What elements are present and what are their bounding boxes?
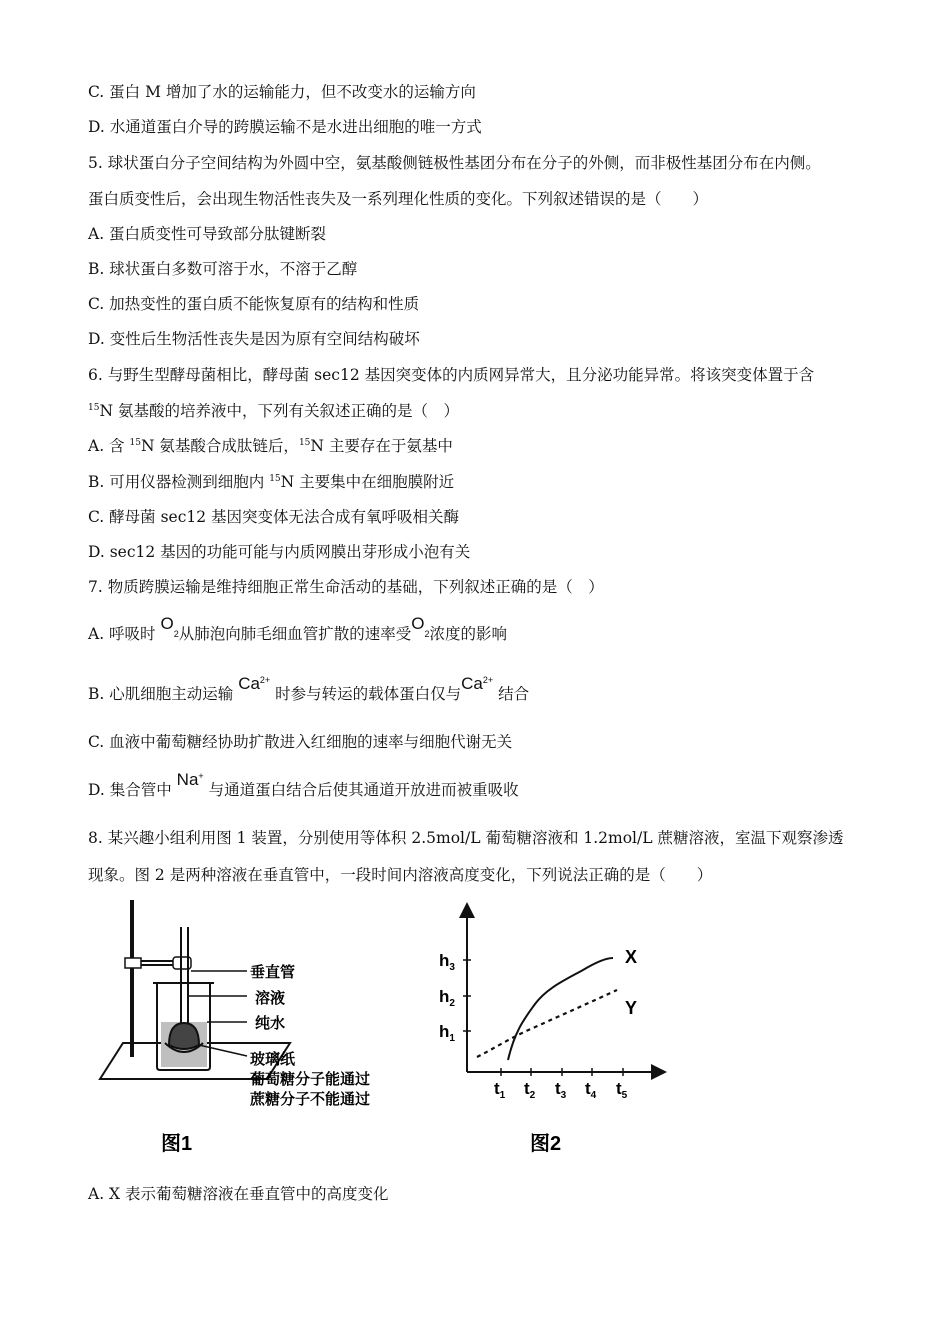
clamp (125, 958, 141, 968)
series-y-label: Y (625, 998, 638, 1018)
q6-option-b: B. 可用仪器检测到细胞内 $^{15}$N 主要集中在细胞膜附近 (88, 473, 455, 491)
x-tick-label: $t_2$ (524, 1079, 536, 1101)
o2-formula: O2 (160, 614, 179, 639)
series-y-curve (477, 990, 617, 1057)
q7-stem: 7. 物质跨膜运输是维持细胞正常生命活动的基础，下列叙述正确的是（ ） (88, 578, 604, 596)
q6-stem-line-2: $^{15}$N 氨基酸的培养液中，下列有关叙述正确的是（ ） (88, 402, 459, 420)
q5-option-d: D. 变性后生物活性丧失是因为原有空间结构破坏 (88, 330, 420, 348)
q4-option-d: D. 水通道蛋白介导的跨膜运输不是水进出细胞的唯一方式 (88, 118, 482, 136)
q8-option-a: A. X 表示葡萄糖溶液在垂直管中的高度变化 (88, 1185, 389, 1203)
calcium-ion-formula: $Ca^{2+}$ (238, 674, 271, 693)
q5-stem-line-2: 蛋白质变性后，会出现生物活性丧失及一系列理化性质的变化。下列叙述错误的是（ ） (88, 190, 709, 208)
funnel-solution (169, 1023, 199, 1049)
label-pure-water: 纯水 (255, 1014, 286, 1032)
q6-option-a: A. 含 $^{15}$N 氨基酸合成肽链后，$^{15}$N 主要存在于氨基中 (88, 437, 453, 455)
y-tick-label: $h_1$ (439, 1022, 455, 1044)
series-x-label: X (625, 947, 638, 967)
o2-formula: O2 (411, 614, 430, 639)
figure-2-chart (435, 900, 675, 1162)
x-tick-label: $t_3$ (555, 1079, 567, 1101)
y-tick-label: $h_2$ (439, 987, 455, 1009)
figure-1-apparatus (95, 895, 425, 1165)
y-tick-label: $h_3$ (439, 951, 455, 973)
q7-option-a: A. 呼吸时 O2从肺泡向肺毛细血管扩散的速率受O2浓度的影响 (88, 624, 507, 646)
q5-option-b: B. 球状蛋白多数可溶于水，不溶于乙醇 (88, 260, 358, 278)
q8-stem-line-2: 现象。图 2 是两种溶液在垂直管中，一段时间内溶液高度变化，下列说法正确的是（ ） (88, 866, 713, 884)
label-sucrose-blocked: 蔗糖分子不能通过 (250, 1090, 371, 1108)
label-vertical-tube: 垂直管 (250, 963, 296, 981)
label-glucose-passes: 葡萄糖分子能通过 (250, 1070, 371, 1088)
sodium-ion-formula: Na+ (176, 770, 204, 789)
figure-2-caption: 图2 (530, 1133, 562, 1155)
x-tick-label: $t_1$ (494, 1079, 506, 1101)
x-tick-label: $t_4$ (585, 1079, 597, 1101)
label-solution: 溶液 (255, 989, 286, 1007)
q7-option-d: D. 集合管中 Na+ 与通道蛋白结合后使其通道开放进而被重吸收 (88, 780, 519, 802)
q6-option-d: D. sec12 基因的功能可能与内质网膜出芽形成小泡有关 (88, 543, 471, 561)
calcium-ion-formula: $Ca^{2+}$ (461, 674, 494, 693)
q6-stem-line-1: 6. 与野生型酵母菌相比，酵母菌 sec12 基因突变体的内质网异常大，且分泌功能异常。将该突变体置于含 (88, 366, 815, 384)
q5-option-c: C. 加热变性的蛋白质不能恢复原有的结构和性质 (88, 295, 420, 313)
q6-option-c: C. 酵母菌 sec12 基因突变体无法合成有氧呼吸相关酶 (88, 508, 460, 526)
x-tick-label: $t_5$ (616, 1079, 628, 1101)
series-x-curve (508, 958, 613, 1060)
q5-option-a: A. 蛋白质变性可导致部分肽键断裂 (88, 225, 327, 243)
q7-option-c: C. 血液中葡萄糖经协助扩散进入红细胞的速率与细胞代谢无关 (88, 733, 513, 751)
isotope-superscript: 15 (88, 403, 100, 413)
figure-1-caption: 图1 (161, 1133, 193, 1155)
q7-option-b: B. 心肌细胞主动运输 $Ca^{2+}$ 时参与转运的载体蛋白仅与$Ca^{2+}$ 结合 (88, 684, 529, 706)
q5-stem-line-1: 5. 球状蛋白分子空间结构为外圆中空，氨基酸侧链极性基团分布在分子的外侧，而非极性基团分布在内侧。 (88, 154, 821, 172)
q4-option-c: C. 蛋白 M 增加了水的运输能力，但不改变水的运输方向 (88, 83, 476, 101)
q8-stem-line-1: 8. 某兴趣小组利用图 1 装置，分别使用等体积 2.5mol/L 葡萄糖溶液和 1.2mol/L 蔗糖溶液，室温下观察渗透 (88, 829, 844, 847)
label-cellophane: 玻璃纸 (250, 1050, 296, 1068)
